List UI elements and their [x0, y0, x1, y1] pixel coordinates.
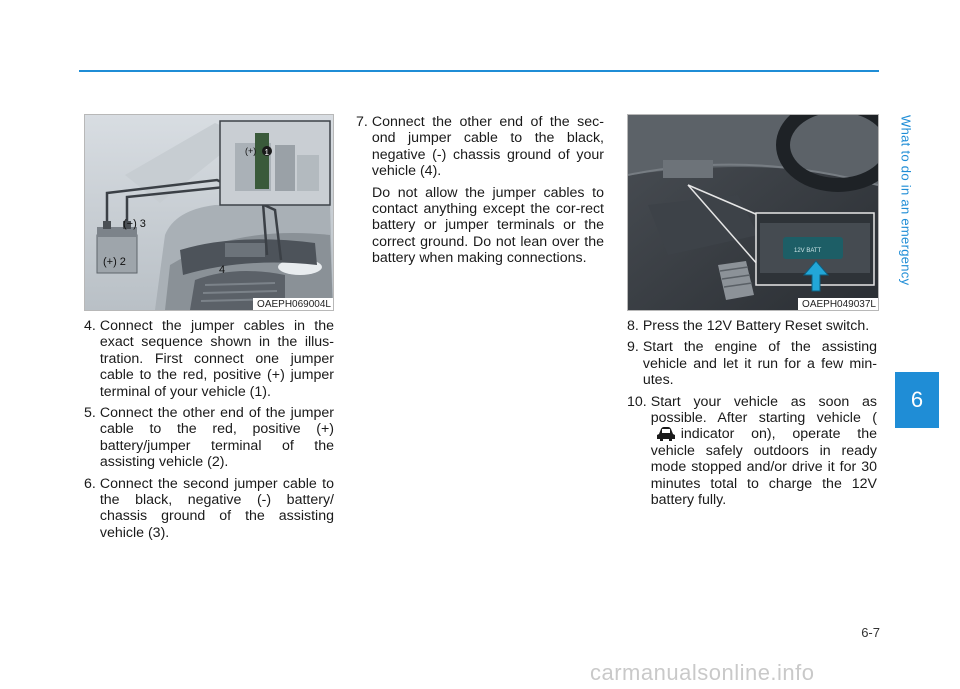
step-text: Press the 12V Battery Reset switch.	[642, 318, 870, 334]
callout-3: (−) 3	[123, 218, 146, 230]
step-text: Connect the second jumper cable to the black, negative (-) battery/ chassis ground of the assisting vehicle (3).	[99, 475, 334, 541]
step-10-text-b: indicator on), operate the vehicle safely outdoors in ready mode stopped and/or drive it for 30 minutes total to charge the 12V battery fully.	[650, 426, 877, 509]
watermark[interactable]: carmanualsonline.info	[590, 660, 815, 685]
reset-button-label: 12V BATT	[794, 248, 822, 254]
step-10-text-a: Start your vehicle as soon as possible. After starting vehicle (	[650, 393, 877, 427]
callout-2: (+) 2	[103, 256, 126, 268]
figure-code: OAEPH069004L	[253, 298, 333, 310]
jump-start-illustration	[85, 115, 333, 310]
step-text: Connect the other end of the jumper cable to the red, positive (+) battery/jumper terminal of the assisting vehicle (2).	[99, 405, 334, 471]
header-rule	[79, 70, 879, 72]
page-number: 6-7	[861, 625, 880, 640]
ready-car-icon	[655, 426, 677, 441]
step-number: 10.	[627, 393, 647, 410]
step-7	[356, 114, 604, 180]
figure-code: OAEPH049037L	[798, 298, 878, 310]
step-5	[84, 405, 334, 471]
step-text: Start the engine of the assisting vehicle and let it run for a few min-utes.	[642, 339, 877, 389]
step-4	[84, 318, 334, 400]
step-number: 4.	[84, 318, 96, 334]
step-number: 8.	[627, 318, 639, 334]
step-7-note: Do not allow the jumper cables to contact anything except the cor-rect battery or jumper terminals or the correct ground. Do not lean over the battery when making connections.	[372, 184, 604, 267]
step-8	[627, 318, 877, 334]
step-10	[627, 394, 877, 509]
step-number: 5.	[84, 405, 96, 422]
battery-reset-illustration	[628, 115, 878, 310]
steps-column-2	[356, 114, 604, 267]
step-number: 9.	[627, 339, 639, 356]
step-6	[84, 476, 334, 542]
jump-start-figure	[84, 114, 334, 311]
callout-plus-inset: (+)	[245, 146, 257, 156]
callout-1: 1	[264, 148, 269, 157]
step-number: 7.	[356, 114, 368, 130]
steps-column-3	[627, 318, 877, 513]
section-title: What to do in an emergency	[898, 115, 914, 286]
step-text: Connect the jumper cables in the exact sequence shown in the illus-tration. First connect one jumper cable to the red, positive (+) jumper terminal of your vehicle (1).	[99, 318, 334, 400]
battery-reset-figure	[627, 114, 879, 311]
step-number: 6.	[84, 475, 96, 492]
callout-4: 4	[219, 264, 226, 276]
step-text: Connect the other end of the sec-ond jumper cable to the black, negative (-) chassis ground of your vehicle (4).	[371, 114, 604, 180]
chapter-tab[interactable]: 6	[895, 372, 939, 428]
steps-column-1	[84, 318, 334, 546]
step-9	[627, 339, 877, 388]
step-text	[651, 394, 877, 509]
